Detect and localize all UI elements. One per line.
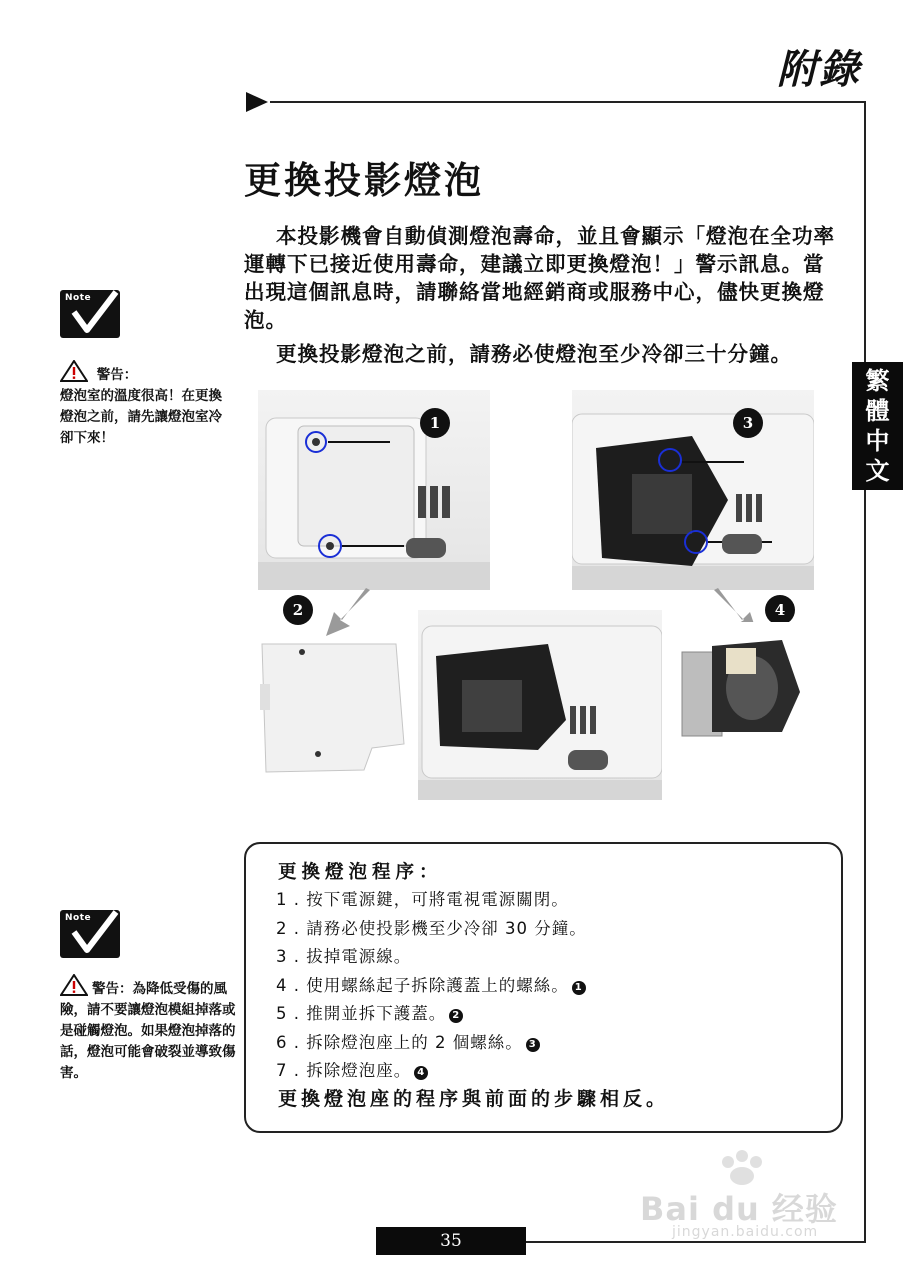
paw-icon: [714, 1148, 774, 1188]
watermark-brand: Bai du 经验: [640, 1190, 838, 1228]
intro-text: [244, 222, 844, 368]
step-marker-badge: 4: [414, 1066, 428, 1080]
step-marker-badge: 1: [572, 981, 586, 995]
watermark-url: jingyan.baidu.com: [672, 1224, 819, 1240]
note-icon-label: Note: [65, 913, 92, 923]
warning-text: 為降低受傷的風險，請不要讓燈泡模組掉落或是碰觸燈泡。如果燈泡掉落的話，燈泡可能會破裂並導致傷害。: [60, 981, 236, 1081]
note-icon: [60, 910, 120, 958]
procedure-step: 7 . 拆除燈泡座。 4: [276, 1057, 587, 1086]
lamp-module-in-housing-illustration: [572, 390, 814, 590]
language-tab: [852, 362, 903, 490]
language-tab-char: 體: [865, 397, 890, 425]
note-icon-label: Note: [65, 293, 92, 303]
language-tab-char: 文: [865, 457, 890, 485]
warning-icon: [60, 360, 88, 382]
figure-number-badge: 2: [283, 595, 313, 625]
empty-lamp-housing-illustration: [418, 610, 662, 800]
warning-note-1: [60, 360, 235, 449]
page-number: 35: [376, 1227, 526, 1255]
note-block-1: [60, 290, 120, 338]
procedure-step: 6 . 拆除燈泡座上的 2 個螺絲。 3: [276, 1029, 587, 1058]
note-icon: [60, 290, 120, 338]
warning-note-2: [60, 974, 240, 1084]
checkmark-icon: [60, 910, 120, 958]
checkmark-icon: [60, 290, 120, 338]
note-block-2: [60, 910, 120, 958]
diagonal-arrow-icon: [322, 586, 378, 640]
figure-number-badge: 1: [420, 408, 450, 438]
figure-number-badge: 4: [765, 595, 795, 625]
page-title: 更換投影燈泡: [244, 159, 484, 202]
intro-paragraph: 本投影機會自動偵測燈泡壽命，並且會顯示「燈泡在全功率運轉下已接近使用壽命，建議立即更換燈泡！」警示訊息。當出現這個訊息時，請聯絡當地經銷商或服務中心，儘快更換燈泡。: [244, 224, 835, 332]
photo-step-4: [672, 622, 814, 750]
procedure-final-note: 更換燈泡座的程序與前面的步驟相反。: [278, 1088, 670, 1110]
photo-step-2-housing: [418, 610, 662, 800]
procedure-step: 5 . 推開並拆下護蓋。 2: [276, 1000, 587, 1029]
procedure-step: 1 . 按下電源鍵，可將電視電源關閉。: [276, 890, 569, 909]
warning-icon: [60, 974, 88, 996]
procedure-step: 2 . 請務必使投影機至少冷卻 30 分鐘。: [276, 918, 587, 938]
projector-cover-illustration: [258, 390, 490, 590]
warning-label: 警告：: [96, 367, 138, 383]
step-marker-badge: 2: [449, 1009, 463, 1023]
procedure-step: 4 . 使用螺絲起子拆除護蓋上的螺絲。 1: [276, 972, 587, 1001]
section-arrow-icon: [246, 92, 268, 112]
right-rule: [864, 101, 866, 1243]
lamp-module-illustration: [672, 622, 814, 750]
intro-paragraph: 更換投影燈泡之前，請務必使燈泡至少冷卻三十分鐘。: [276, 342, 792, 366]
procedure-box: [244, 842, 843, 1133]
section-title: 附錄: [777, 47, 861, 93]
photo-step-2: [256, 640, 408, 774]
baidu-watermark: [640, 1148, 870, 1244]
photo-step-3: [572, 390, 814, 590]
step-marker-badge: 3: [526, 1038, 540, 1052]
language-tab-char: 中: [865, 427, 890, 455]
photo-step-1: [258, 390, 490, 590]
language-tab-char: 繁: [865, 367, 890, 395]
warning-label: 警告：: [92, 981, 133, 997]
procedure-steps: [276, 886, 587, 1086]
header-rule: [270, 101, 865, 103]
removed-cover-illustration: [256, 640, 408, 774]
warning-text: 燈泡室的溫度很高！在更換燈泡之前，請先讓燈泡室冷卻下來！: [60, 388, 222, 446]
procedure-step: 3 . 拔掉電源線。: [276, 947, 412, 966]
figure-number-badge: 3: [733, 408, 763, 438]
procedure-title: 更換燈泡程序：: [278, 862, 443, 883]
